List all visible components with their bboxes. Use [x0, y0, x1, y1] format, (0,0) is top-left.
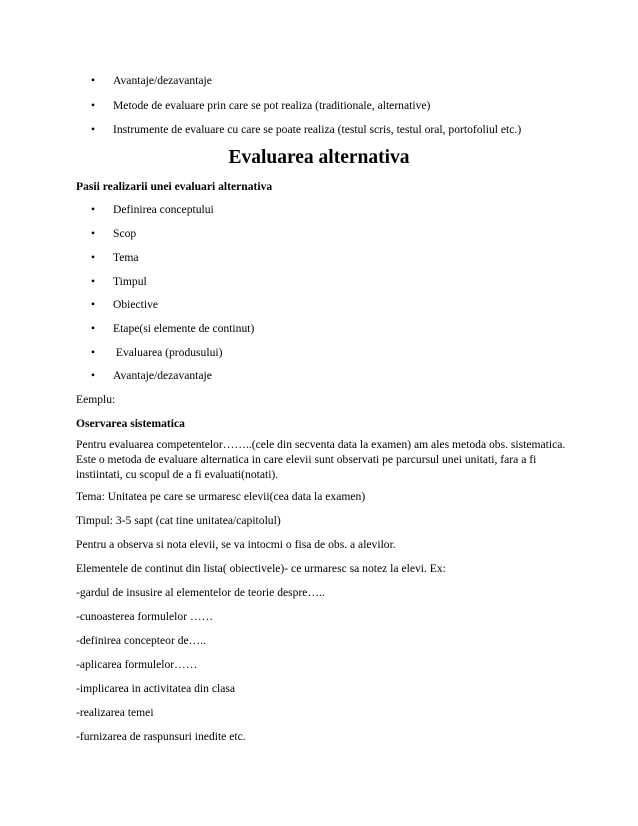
- step-item: Definirea conceptului: [113, 203, 214, 216]
- bullet-glyph: •: [91, 99, 96, 112]
- bullet-glyph: •: [91, 369, 96, 382]
- step-item: Timpul: [113, 275, 147, 288]
- list-item: -realizarea temei: [76, 706, 154, 719]
- bullet-glyph: •: [91, 203, 96, 216]
- bullet-glyph: •: [91, 74, 96, 87]
- step-item: Evaluarea (produsului): [113, 346, 223, 359]
- step-item: Etape(si elemente de continut): [113, 322, 255, 335]
- bullet-glyph: •: [91, 346, 96, 359]
- top-bullet-item: Avantaje/dezavantaje: [113, 74, 212, 87]
- text-line: Pentru a observa si nota elevii, se va intocmi o fisa de obs. a alevilor.: [76, 538, 396, 551]
- bullet-glyph: •: [91, 123, 96, 136]
- top-bullet-item: Instrumente de evaluare cu care se poate realiza (testul scris, testul oral, portofoliul etc.): [113, 123, 522, 136]
- bullet-glyph: •: [91, 251, 96, 264]
- list-item: -definirea concepteor de…..: [76, 634, 207, 647]
- text-line: Elementele de continut din lista( obiectivele)- ce urmaresc sa notez la elevi. Ex:: [76, 562, 446, 575]
- bullet-glyph: •: [91, 227, 96, 240]
- list-item: -implicarea in activitatea din clasa: [76, 682, 236, 695]
- top-bullet-item: Metode de evaluare prin care se pot realiza (traditionale, alternative): [113, 99, 431, 112]
- list-item: -gardul de insusire al elementelor de teorie despre…..: [76, 586, 325, 599]
- text-line: Tema: Unitatea pe care se urmaresc elevii(cea data la examen): [76, 490, 366, 503]
- bullet-glyph: •: [91, 322, 96, 335]
- steps-heading: Pasii realizarii unei evaluari alternativa: [76, 180, 273, 193]
- step-item: Scop: [113, 227, 137, 240]
- step-item: Tema: [113, 251, 139, 264]
- step-item: Avantaje/dezavantaje: [113, 369, 212, 382]
- document-title: Evaluarea alternativa: [228, 147, 410, 168]
- text-line: Timpul: 3-5 sapt (cat tine unitatea/capitolul): [76, 514, 281, 527]
- bullet-glyph: •: [91, 275, 96, 288]
- list-item: -cunoasterea formulelor ……: [76, 610, 214, 623]
- list-item: -aplicarea formulelor……: [76, 658, 198, 671]
- intro-paragraph: Pentru evaluarea competentelor……..(cele din secventa data la examen) am ales metoda obs. sistematica. Este o metoda de evaluare alternatica in care elevii sunt observati pe parcursul unei unitati, fara a fi instiintati, cu scopul de a fi evaluati(notati).: [76, 438, 566, 481]
- step-item: Obiective: [113, 298, 159, 311]
- bullet-glyph: •: [91, 298, 96, 311]
- example-label: Eemplu:: [76, 393, 116, 406]
- section-heading: Oservarea sistematica: [76, 417, 185, 430]
- list-item: -furnizarea de raspunsuri inedite etc.: [76, 730, 246, 743]
